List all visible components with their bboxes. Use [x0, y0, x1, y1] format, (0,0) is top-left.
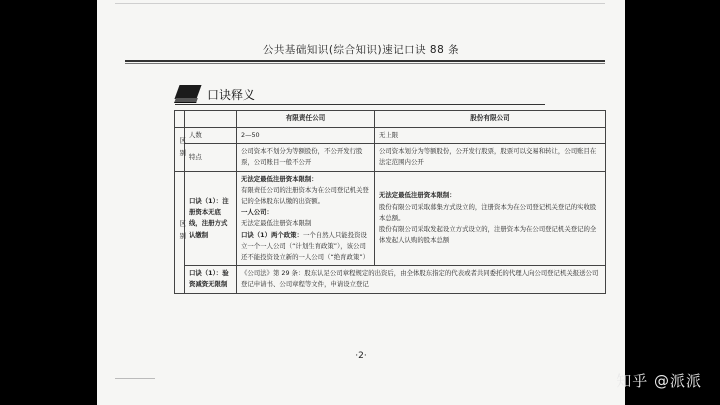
- group-label: 区别: [175, 128, 185, 172]
- group-label: 区别: [175, 171, 185, 293]
- comparison-table: [174, 110, 606, 294]
- scan-mark: [115, 378, 155, 379]
- table-header-row: [175, 111, 606, 128]
- page-header-title: 公共基础知识(综合知识)速记口诀 88 条: [262, 44, 460, 56]
- header-cell: [175, 111, 185, 128]
- cell-line: 股份有限公司采取募集方式设立的，注册资本为在公司登记机关登记的实收股本总额。: [379, 202, 597, 222]
- cell-line: 口诀（1）两个政策：一个自然人只能投资设立一个一人公司（“计划生育政策”），该公司还不能投资设立新的一人公司（“绝育政策”）: [241, 230, 370, 262]
- table-cell: 公司资本不划分为等额股份，不公开发行股票，公司账目一般不公开: [237, 144, 375, 171]
- page-number: ·2·: [355, 351, 367, 361]
- table-cell: 2—50: [237, 128, 375, 144]
- watermark-text: 知乎 @派派: [616, 372, 702, 390]
- table-row: [175, 144, 606, 171]
- table-row: [175, 266, 606, 293]
- row-label: 口诀（1）：验资减资无限制: [185, 266, 237, 293]
- header-cell-llc: 有限责任公司: [237, 111, 375, 128]
- table-cell-merged: 《公司法》第 29 条：股东认足公司章程规定的出资后，由全体股东指定的代表或者共同委托的代理人向公司登记机关报送公司登记申请书、公司章程等文件，申请设立登记: [237, 266, 606, 293]
- header-divider-thin: [125, 63, 605, 64]
- scan-edge-line: [115, 3, 605, 4]
- table-cell: [237, 171, 375, 266]
- document-page: [97, 0, 625, 405]
- cell-line: 无法定最低注册资本限制：: [241, 174, 318, 183]
- section-divider: [175, 104, 545, 105]
- table-cell: 公司资本划分为等额股份，公开发行股票，股票可以交易和转让，公司账目在法定范围内公开: [375, 144, 606, 171]
- book-icon: [175, 85, 201, 103]
- table-row: [175, 171, 606, 266]
- table-cell: [375, 171, 606, 266]
- row-label: 特点: [185, 144, 237, 171]
- cell-line: 无法定最低注册资本限制: [241, 219, 312, 228]
- row-label: 口诀（1）：注册资本无底线，注册方式认缴制: [185, 171, 237, 266]
- cell-line: 一人公司：: [241, 208, 273, 217]
- cell-line: 无法定最低注册资本限制：: [379, 191, 456, 200]
- row-label: 人数: [185, 128, 237, 144]
- section-title: 口诀释义: [207, 87, 256, 102]
- header-divider: [125, 60, 605, 62]
- cell-line: 股份有限公司采取发起设立方式设立的，注册资本为在公司登记机关登记的全体发起人认购的股本总额: [379, 225, 597, 245]
- cell-line: 有限责任公司的注册资本为在公司登记机关登记的全体股东认缴的出资额。: [241, 185, 369, 206]
- table-row: [175, 128, 606, 144]
- section-heading: [175, 85, 255, 103]
- table-cell: 无上限: [375, 128, 606, 144]
- header-cell-joint-stock: 股份有限公司: [375, 111, 606, 128]
- header-cell: [185, 111, 237, 128]
